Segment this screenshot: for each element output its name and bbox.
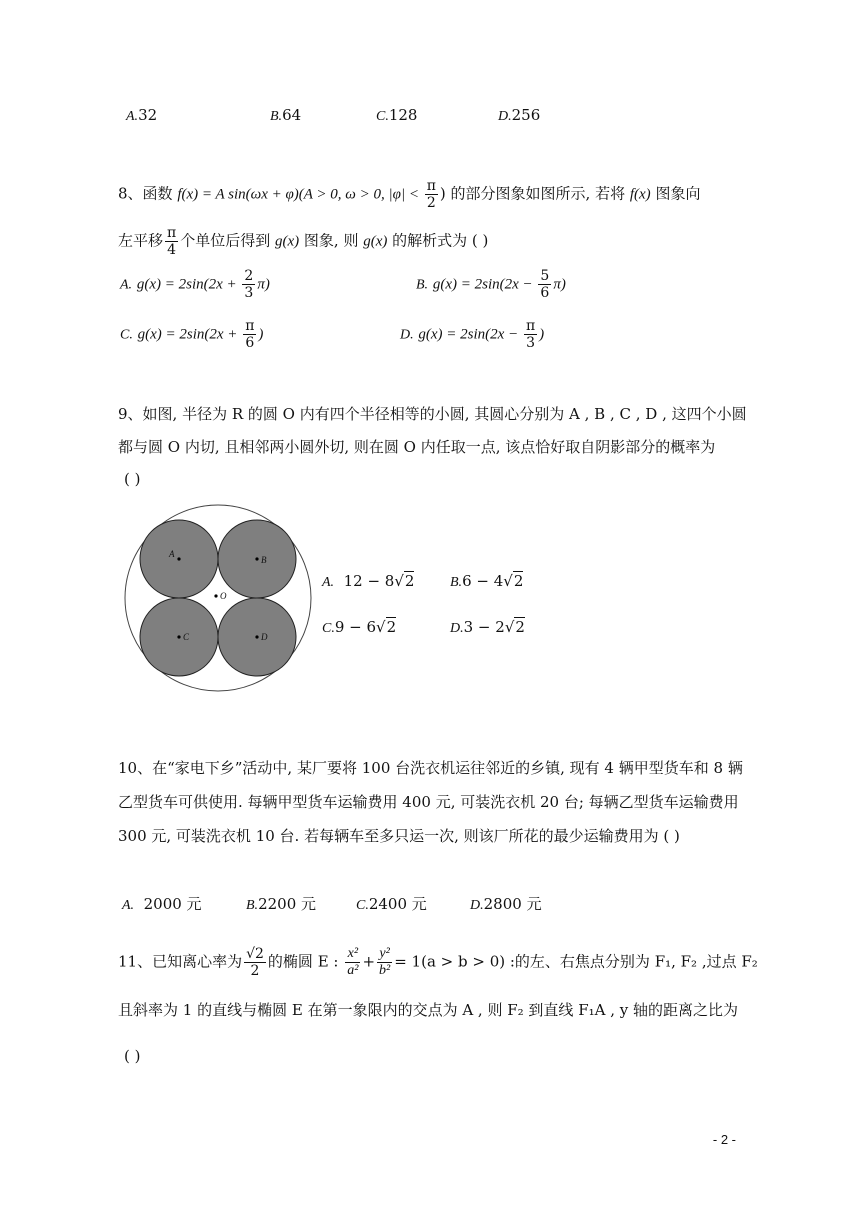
q11-line2: 且斜率为 1 的直线与椭圆 E 在第一象限内的交点为 A , 则 F₂ 到直线 F₁A , y 轴的距离之比为 <box>118 1001 738 1019</box>
q10-option-c: C.2400 元 <box>356 895 427 913</box>
q9-line2: 都与圆 O 内切, 且相邻两小圆外切, 则在圆 O 内任取一点, 该点恰好取自阴影部分的概率为 <box>118 438 716 456</box>
page-number: - 2 - <box>712 1132 736 1147</box>
q10-line3: 300 元, 可装洗衣机 10 台. 若每辆车至多只运一次, 则该厂所花的最少运输费用为 ( ) <box>118 827 680 845</box>
q8-shift-fraction: $\frac{\pi}{4}$ <box>167 225 177 258</box>
q9-circle-figure <box>120 500 316 696</box>
q9-option-a: A. 12 − 8√2 <box>322 572 415 590</box>
center-point-b <box>255 557 258 560</box>
center-point-c <box>177 635 180 638</box>
q8-line2: 左平移 $\frac{\pi}{4}$ 个单位后得到 g(x) 图象, 则 g(x) 的解析式为 ( ) <box>118 225 489 258</box>
q10-option-b: B.2200 元 <box>246 895 317 913</box>
center-point-d <box>255 635 258 638</box>
q7-option-c: C.128 <box>376 106 418 124</box>
q11-eccentricity-fraction: $\frac{√2}{2}$ <box>246 946 264 979</box>
q10-option-d: D.2800 元 <box>470 895 542 913</box>
q9-line1: 9、如图, 半径为 R 的圆 O 内有四个半径相等的小圆, 其圆心分别为 A , B , C , D , 这四个小圆 <box>118 405 747 423</box>
q10-line1: 10、在“家电下乡”活动中, 某厂要将 100 台洗衣机运往邻近的乡镇, 现有 4 辆甲型货车和 8 辆 <box>118 759 743 777</box>
q8-option-a: A. g(x) = 2sin(2x + $\frac{2}{3}$ π) <box>120 268 270 301</box>
q9-line3: ( ) <box>124 470 141 488</box>
label-c: C <box>183 632 190 642</box>
q8-option-b: B. g(x) = 2sin(2x − $\frac{5}{6}$ π) <box>416 268 566 301</box>
q8-phi-bound-fraction: $\frac{\pi}{2}$ <box>426 178 436 211</box>
label-o: O <box>220 591 227 601</box>
q11-line3: ( ) <box>124 1047 141 1065</box>
center-point-o <box>214 594 217 597</box>
center-point-a <box>177 557 180 560</box>
q9-option-d: D.3 − 2√2 <box>450 618 525 636</box>
q8-line1: 8、函数 f(x) = A sin(ωx + φ)(A > 0, ω > 0, |φ| < $\frac{\pi}{2}$ ) 的部分图象如图所示, 若将 f(x) 图象向 <box>118 178 701 211</box>
q7-option-a: A.32 <box>126 106 158 124</box>
q10-option-a: A. 2000 元 <box>122 895 202 913</box>
q9-option-c: C.9 − 6√2 <box>322 618 397 636</box>
q10-line2: 乙型货车可供使用. 每辆甲型货车运输费用 400 元, 可装洗衣机 20 台; 每辆乙型货车运输费用 <box>118 793 739 811</box>
label-b: B <box>261 555 267 565</box>
q11-line1: 11、已知离心率为 $\frac{√2}{2}$ 的椭圆 E : $\frac{\text{x²}}{\text{a²}}$ + $\frac{\text{y²}}{\text{b²}}$ = 1(a > b > 0) :的左、右焦点分别为 F₁, F₂ ,过点 F₂ <box>118 946 758 979</box>
q8-option-d: D. g(x) = 2sin(2x − $\frac{\pi}{3}$ ) <box>400 318 545 351</box>
q9-option-b: B.6 − 4√2 <box>450 572 524 590</box>
q7-option-b: B.64 <box>270 106 302 124</box>
label-d: D <box>261 632 268 642</box>
q8-option-c: C. g(x) = 2sin(2x + $\frac{\pi}{6}$ ) <box>120 318 264 351</box>
label-a: A <box>169 549 175 559</box>
q7-option-d: D.256 <box>498 106 541 124</box>
